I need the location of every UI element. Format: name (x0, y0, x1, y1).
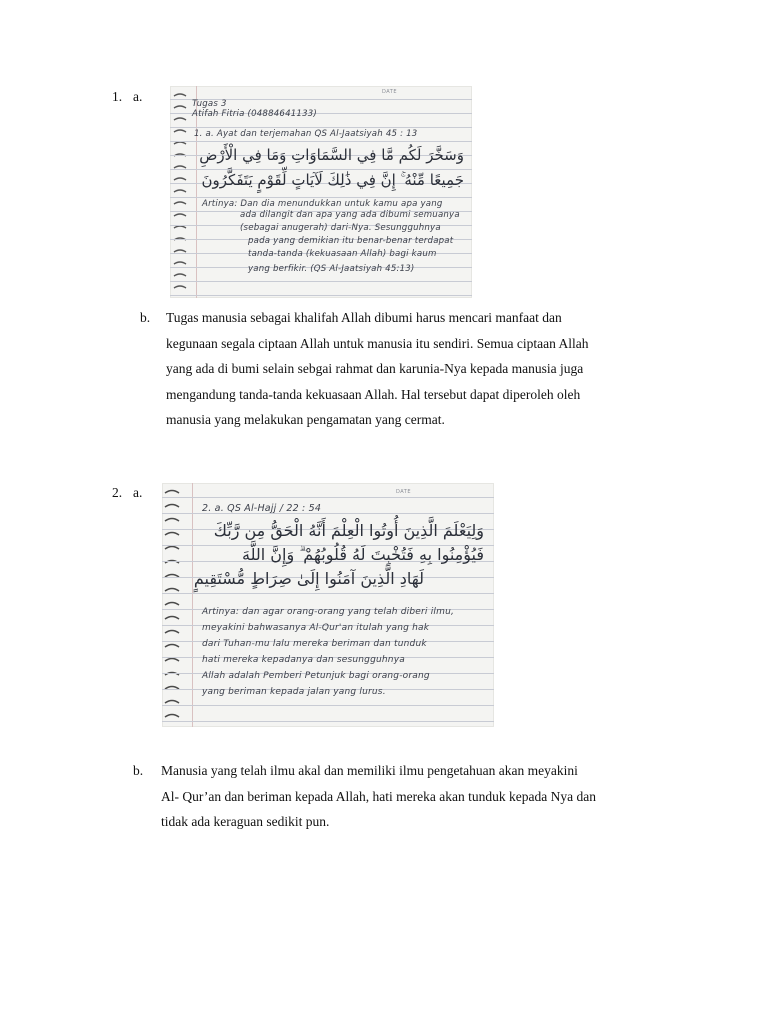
paragraph-line: manusia yang melakukan pengamatan yang cermat. (166, 412, 445, 427)
date-label: DATE (382, 89, 398, 95)
handwritten-line: pada yang demikian itu benar-benar terdapat (248, 236, 454, 246)
arabic-verse-line: وَسَخَّرَ لَكُم مَّا فِي السَّمَاوَاتِ وَمَا فِي الْأَرْضِ (199, 146, 464, 164)
answer-1b-paragraph (166, 305, 589, 433)
handwritten-line: meyakini bahwasanya Al-Qur'an itulah yang hak (202, 623, 430, 633)
arabic-verse-line: جَمِيعًا مِّنْهُ ۚ إِنَّ فِي ذَٰلِكَ لَآيَاتٍ لِّقَوْمٍ يَتَفَكَّرُونَ (201, 171, 464, 189)
handwritten-line: Tugas 3 (192, 99, 227, 109)
paragraph-line: kegunaan segala ciptaan Allah untuk manusia itu sendiri. Semua ciptaan Allah (166, 335, 589, 351)
notebook-photo-2 (162, 483, 494, 727)
paragraph-line: Al- Qur’an dan beriman kepada Allah, hati mereka akan tunduk kepada Nya dan (161, 788, 596, 804)
question-1a-marker: a. (133, 89, 143, 104)
question-1b-marker: b. (140, 310, 151, 325)
handwritten-line: 1. a. Ayat dan terjemahan QS Al-Jaatsiyah 45 : 13 (194, 129, 418, 139)
question-2b-marker: b. (133, 763, 144, 778)
handwritten-line: Atifah Fitria (04884641133) (192, 109, 317, 119)
handwritten-line: Artinya: Dan dia menundukkan untuk kamu apa yang (202, 199, 443, 209)
notebook-photo-1 (170, 86, 472, 298)
handwritten-line: Artinya: dan agar orang-orang yang telah diberi ilmu, (202, 607, 455, 617)
handwritten-line: hati mereka kepadanya dan sesungguhnya (202, 655, 405, 665)
arabic-verse-line: لَهَادِ الَّذِينَ آمَنُوا إِلَىٰ صِرَاطٍ مُّسْتَقِيمٍ (193, 569, 424, 588)
date-label: DATE (396, 489, 412, 495)
spiral-binding (162, 483, 184, 727)
handwritten-line: yang beriman kepada jalan yang lurus. (202, 687, 386, 697)
paragraph-line: Manusia yang telah ilmu akal dan memiliki ilmu pengetahuan akan meyakini (161, 763, 578, 778)
arabic-verse-line: وَلِيَعْلَمَ الَّذِينَ أُوتُوا الْعِلْمَ أَنَّهُ الْحَقُّ مِن رَّبِّكَ (213, 521, 484, 540)
answer-2b-paragraph (161, 758, 596, 835)
paragraph-line: tidak ada keraguan sedikit pun. (161, 814, 330, 829)
handwritten-line: ada dilangit dan apa yang ada dibumi semuanya (240, 210, 460, 220)
paragraph-line: mengandung tanda-tanda kekuasaan Allah. Hal tersebut dapat diperoleh oleh (166, 386, 581, 402)
arabic-verse-line: فَيُؤْمِنُوا بِهِ فَتُخْبِتَ لَهُ قُلُوبُهُمْ ۗ وَإِنَّ اللَّهَ (241, 545, 484, 564)
handwritten-line: (sebagai anugerah) dari-Nya. Sesungguhnya (240, 223, 441, 233)
handwritten-line: tanda-tanda (kekuasaan Allah) bagi kaum (248, 249, 437, 259)
question-2-number: 2. (112, 485, 123, 500)
paragraph-line: Tugas manusia sebagai khalifah Allah dibumi harus mencari manfaat dan (166, 310, 562, 325)
handwritten-line: 2. a. QS Al-Hajj / 22 : 54 (202, 503, 322, 514)
handwritten-line: Allah adalah Pemberi Petunjuk bagi orang-orang (202, 671, 430, 681)
question-1-number: 1. (112, 89, 123, 104)
paragraph-line: yang ada di bumi selain sebgai rahmat dan karunia-Nya kepada manusia juga (166, 361, 584, 376)
handwritten-line: dari Tuhan-mu lalu mereka beriman dan tunduk (202, 639, 427, 649)
handwritten-line: yang berfikir. (QS Al-Jaatsiyah 45:13) (248, 264, 415, 274)
question-2a-marker: a. (133, 485, 143, 500)
